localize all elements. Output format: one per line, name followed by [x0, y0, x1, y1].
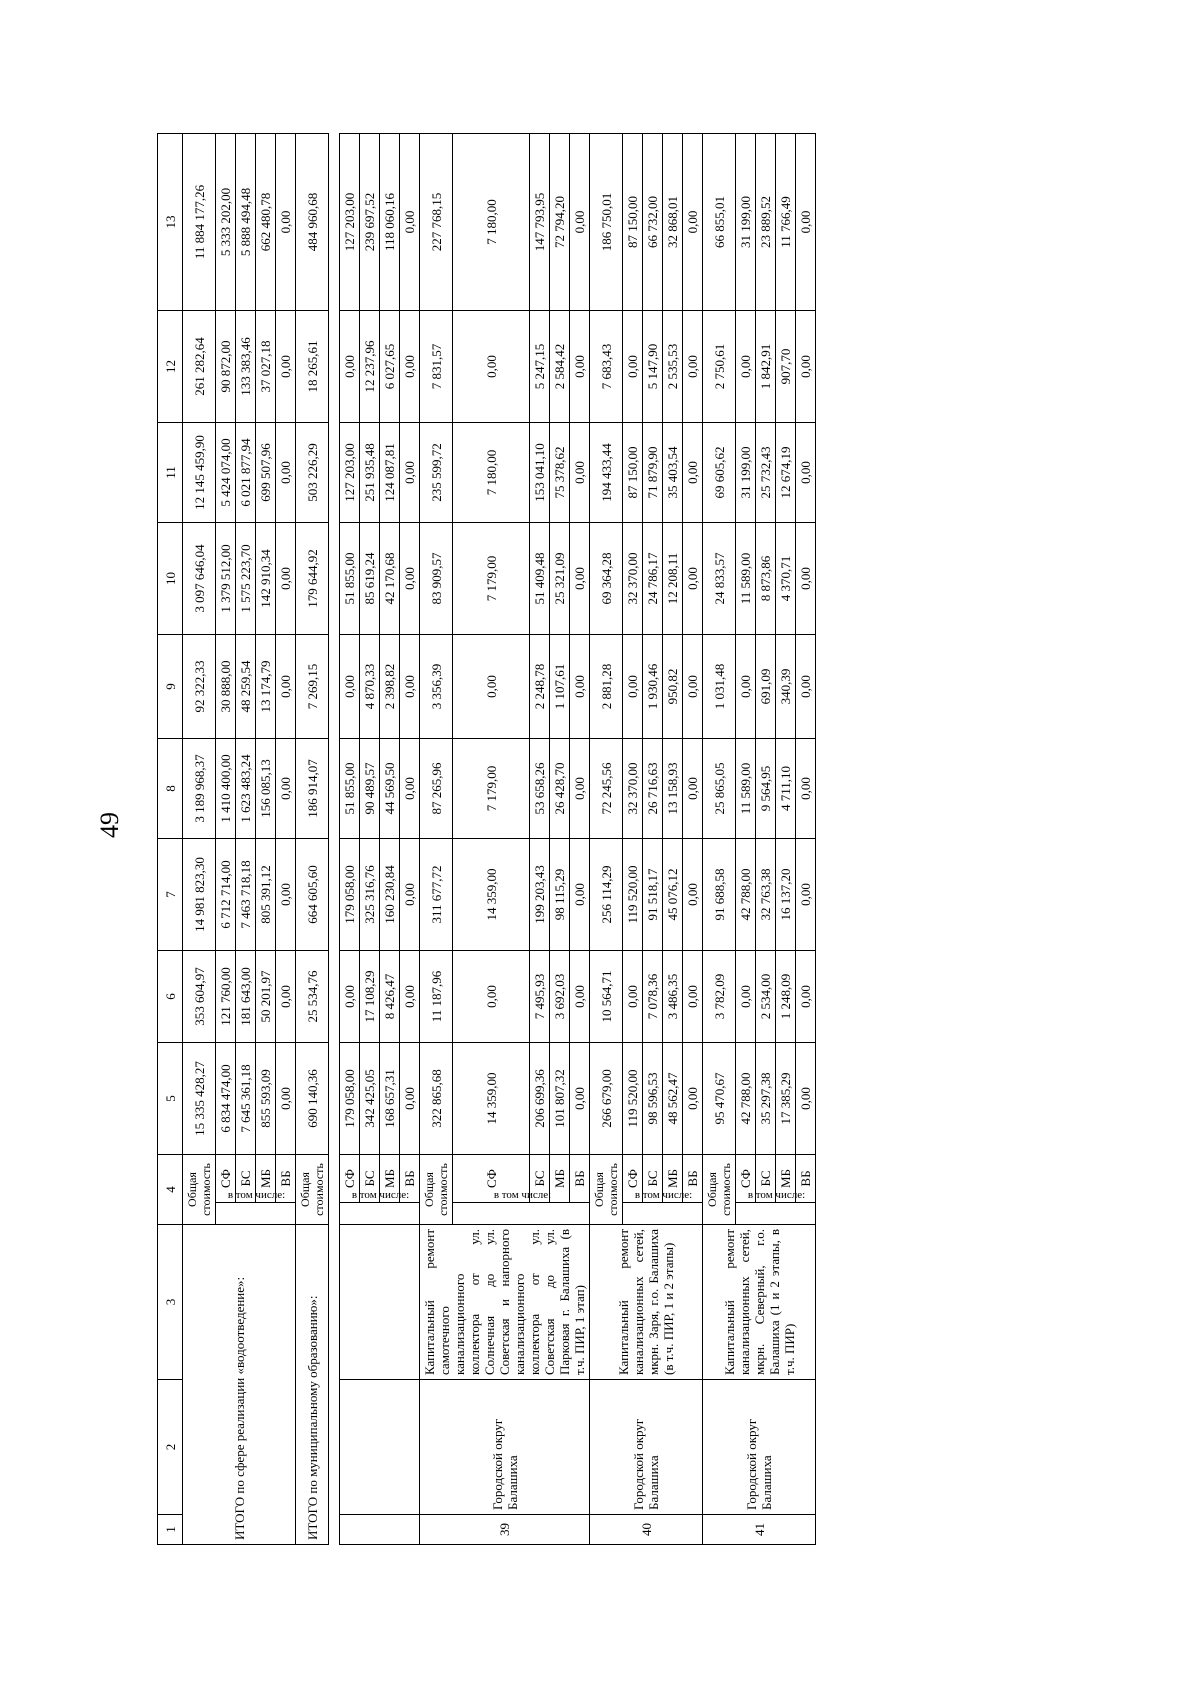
- value-cell: 24 833,57: [703, 523, 736, 635]
- value-cell: 179 644,92: [296, 523, 329, 635]
- value-cell: 35 403,54: [663, 423, 683, 523]
- value-cell: 7 180,00: [453, 423, 530, 523]
- value-cell: 35 297,38: [756, 1043, 776, 1155]
- value-cell: 14 359,00: [453, 1043, 530, 1155]
- subgroup-label: [736, 1188, 816, 1225]
- value-cell: 3 189 968,37: [183, 739, 216, 839]
- value-cell: 127 203,00: [340, 134, 360, 311]
- value-cell: 353 604,97: [183, 951, 216, 1043]
- value-cell: 32 370,00: [623, 739, 643, 839]
- value-cell: 5 424 074,00: [216, 423, 236, 523]
- value-cell: 53 658,26: [530, 739, 550, 839]
- page-number: 49: [95, 812, 124, 838]
- funding-code: МБ: [380, 1155, 400, 1203]
- value-cell: 0,00: [400, 635, 420, 739]
- value-cell: 12 208,11: [663, 523, 683, 635]
- value-cell: 0,00: [400, 951, 420, 1043]
- funding-code: СФ: [340, 1155, 360, 1203]
- value-cell: 340,39: [776, 635, 796, 739]
- value-cell: 1 031,48: [703, 635, 736, 739]
- value-cell: 0,00: [570, 739, 590, 839]
- value-cell: 0,00: [796, 423, 816, 523]
- value-cell: 2 881,28: [590, 635, 623, 739]
- value-cell: 25 732,43: [756, 423, 776, 523]
- value-cell: 51 855,00: [340, 739, 360, 839]
- value-cell: 0,00: [736, 635, 756, 739]
- subgroup-label: [623, 1188, 703, 1225]
- value-cell: 1 410 400,00: [216, 739, 236, 839]
- value-cell: 11 884 177,26: [183, 134, 216, 311]
- value-cell: 0,00: [683, 134, 703, 311]
- value-cell: 0,00: [570, 423, 590, 523]
- value-cell: 699 507,96: [256, 423, 276, 523]
- column-number: 12: [158, 311, 183, 423]
- value-cell: 206 699,36: [530, 1043, 550, 1155]
- funding-code: БС: [643, 1155, 663, 1203]
- value-cell: 32 370,00: [623, 523, 643, 635]
- subgroup-text: в том числе:: [634, 1188, 693, 1201]
- value-cell: 7 180,00: [453, 134, 530, 311]
- value-cell: 66 855,01: [703, 134, 736, 311]
- value-cell: 32 868,01: [663, 134, 683, 311]
- value-cell: 0,00: [796, 951, 816, 1043]
- municipality-name: Городской округ Балашиха: [420, 1380, 590, 1515]
- value-cell: 11 589,00: [736, 739, 756, 839]
- municipality-name: Городской округ Балашиха: [703, 1380, 816, 1515]
- subtotal-row: [296, 134, 329, 1545]
- value-cell: 90 872,00: [216, 311, 236, 423]
- value-cell: 0,00: [400, 739, 420, 839]
- value-cell: 2 750,61: [703, 311, 736, 423]
- value-cell: 42 170,68: [380, 523, 400, 635]
- value-cell: 0,00: [796, 311, 816, 423]
- total-cost-label: Общая стоимость: [296, 1155, 329, 1225]
- subgroup-label: [453, 1188, 590, 1225]
- value-cell: 1 623 483,24: [236, 739, 256, 839]
- value-cell: 322 865,68: [420, 1043, 453, 1155]
- municipality-name: Городской округ Балашиха: [590, 1380, 703, 1515]
- value-cell: 7 831,57: [420, 311, 453, 423]
- projects-table: [339, 133, 816, 1545]
- value-cell: 66 732,00: [643, 134, 663, 311]
- value-cell: 11 589,00: [736, 523, 756, 635]
- funding-code: МБ: [256, 1155, 276, 1203]
- value-cell: 0,00: [796, 1043, 816, 1155]
- value-cell: 142 910,34: [256, 523, 276, 635]
- value-cell: 13 158,93: [663, 739, 683, 839]
- value-cell: 26 428,70: [550, 739, 570, 839]
- column-number: 6: [158, 951, 183, 1043]
- value-cell: 484 960,68: [296, 134, 329, 311]
- value-cell: 51 855,00: [340, 523, 360, 635]
- value-cell: 0,00: [400, 839, 420, 951]
- value-cell: 87 150,00: [623, 423, 643, 523]
- total-cost-label: Общая стоимость: [590, 1155, 623, 1225]
- value-cell: 0,00: [796, 739, 816, 839]
- subtotal-row: [183, 134, 216, 1545]
- value-cell: 7 179,00: [453, 739, 530, 839]
- value-cell: 14 981 823,30: [183, 839, 216, 951]
- value-cell: 1 248,09: [776, 951, 796, 1043]
- value-cell: 0,00: [340, 311, 360, 423]
- value-cell: 0,00: [276, 134, 296, 311]
- funding-code: БС: [236, 1155, 256, 1203]
- rotated-table-container: [157, 133, 816, 1545]
- value-cell: 16 137,20: [776, 839, 796, 951]
- value-cell: 30 888,00: [216, 635, 236, 739]
- value-cell: 179 058,00: [340, 839, 360, 951]
- value-cell: 7 078,36: [643, 951, 663, 1043]
- funding-code: СФ: [453, 1155, 530, 1203]
- value-cell: 6 834 474,00: [216, 1043, 236, 1155]
- column-number: 3: [158, 1225, 183, 1380]
- value-cell: 3 692,03: [550, 951, 570, 1043]
- value-cell: 72 794,20: [550, 134, 570, 311]
- value-cell: 45 076,12: [663, 839, 683, 951]
- value-cell: 3 097 646,04: [183, 523, 216, 635]
- value-cell: 0,00: [400, 311, 420, 423]
- value-cell: 23 889,52: [756, 134, 776, 311]
- column-number: 11: [158, 423, 183, 523]
- value-cell: 0,00: [683, 523, 703, 635]
- value-cell: 9 564,95: [756, 739, 776, 839]
- value-cell: 691,09: [756, 635, 776, 739]
- total-cost-label: Общая стоимость: [703, 1155, 736, 1225]
- value-cell: 0,00: [683, 1043, 703, 1155]
- value-cell: 7 269,15: [296, 635, 329, 739]
- value-cell: 11 766,49: [776, 134, 796, 311]
- value-cell: 0,00: [570, 134, 590, 311]
- value-cell: 266 679,00: [590, 1043, 623, 1155]
- value-cell: 48 562,47: [663, 1043, 683, 1155]
- subtotal-label: ИТОГО по сфере реализации «водоотведение»:: [183, 1225, 296, 1545]
- value-cell: 8 426,47: [380, 951, 400, 1043]
- value-cell: 3 486,35: [663, 951, 683, 1043]
- value-cell: 2 398,82: [380, 635, 400, 739]
- value-cell: 1 107,61: [550, 635, 570, 739]
- project-row: [703, 134, 736, 1545]
- value-cell: 0,00: [276, 423, 296, 523]
- value-cell: 98 596,53: [643, 1043, 663, 1155]
- value-cell: 5 888 494,48: [236, 134, 256, 311]
- value-cell: 24 786,17: [643, 523, 663, 635]
- value-cell: 69 364,28: [590, 523, 623, 635]
- funding-code: БС: [360, 1155, 380, 1203]
- value-cell: 26 716,63: [643, 739, 663, 839]
- value-cell: 0,00: [623, 311, 643, 423]
- value-cell: 0,00: [570, 1043, 590, 1155]
- value-cell: 87 265,96: [420, 739, 453, 839]
- value-cell: 72 245,56: [590, 739, 623, 839]
- value-cell: 127 203,00: [340, 423, 360, 523]
- value-cell: 8 873,86: [756, 523, 776, 635]
- value-cell: 0,00: [736, 951, 756, 1043]
- value-cell: 325 316,76: [360, 839, 380, 951]
- value-cell: 0,00: [796, 839, 816, 951]
- subtotal-label: ИТОГО по муниципальному образованию»:: [296, 1225, 329, 1545]
- subgroup-label: [340, 1188, 420, 1225]
- subgroup-text: в том числе:: [351, 1188, 410, 1201]
- value-cell: 0,00: [683, 739, 703, 839]
- value-cell: 121 760,00: [216, 951, 236, 1043]
- funding-code: ВБ: [276, 1155, 296, 1203]
- empty-cell: [340, 1225, 420, 1380]
- funding-code: БС: [756, 1155, 776, 1203]
- value-cell: 4 870,33: [360, 635, 380, 739]
- funding-code: ВБ: [796, 1155, 816, 1203]
- value-cell: 75 378,62: [550, 423, 570, 523]
- value-cell: 6 021 877,94: [236, 423, 256, 523]
- value-cell: 0,00: [276, 839, 296, 951]
- value-cell: 91 688,58: [703, 839, 736, 951]
- project-name: Капитальный ремонт самотечного канализационного коллектора от ул. Солнечная до ул. Советская и напорного канализационного коллектора от ул. Советская до ул. Парковая г. Балашиха (в т.ч. ПИР, 1 этап): [420, 1225, 590, 1380]
- value-cell: 87 150,00: [623, 134, 643, 311]
- value-cell: 71 879,90: [643, 423, 663, 523]
- value-cell: 7 463 718,18: [236, 839, 256, 951]
- value-cell: 7 495,93: [530, 951, 550, 1043]
- value-cell: 18 265,61: [296, 311, 329, 423]
- value-cell: 261 282,64: [183, 311, 216, 423]
- value-cell: 5 147,90: [643, 311, 663, 423]
- value-cell: 11 187,96: [420, 951, 453, 1043]
- value-cell: 14 359,00: [453, 839, 530, 951]
- value-cell: 98 115,29: [550, 839, 570, 951]
- continuation-row: [340, 134, 360, 1545]
- value-cell: 0,00: [400, 423, 420, 523]
- column-number: 8: [158, 739, 183, 839]
- value-cell: 50 201,97: [256, 951, 276, 1043]
- value-cell: 0,00: [570, 839, 590, 951]
- value-cell: 0,00: [276, 1043, 296, 1155]
- value-cell: 6 712 714,00: [216, 839, 236, 951]
- value-cell: 664 605,60: [296, 839, 329, 951]
- value-cell: 147 793,95: [530, 134, 550, 311]
- value-cell: 1 930,46: [643, 635, 663, 739]
- value-cell: 1 575 223,70: [236, 523, 256, 635]
- value-cell: 17 108,29: [360, 951, 380, 1043]
- value-cell: 4 711,10: [776, 739, 796, 839]
- funding-code: МБ: [776, 1155, 796, 1203]
- project-row: [590, 134, 623, 1545]
- value-cell: 855 593,09: [256, 1043, 276, 1155]
- value-cell: 5 333 202,00: [216, 134, 236, 311]
- value-cell: 0,00: [683, 311, 703, 423]
- value-cell: 7 179,00: [453, 523, 530, 635]
- value-cell: 12 237,96: [360, 311, 380, 423]
- value-cell: 0,00: [340, 635, 360, 739]
- value-cell: 239 697,52: [360, 134, 380, 311]
- value-cell: 0,00: [796, 635, 816, 739]
- value-cell: 194 433,44: [590, 423, 623, 523]
- value-cell: 13 174,79: [256, 635, 276, 739]
- funding-code: МБ: [550, 1155, 570, 1203]
- value-cell: 95 470,67: [703, 1043, 736, 1155]
- project-name: Капитальный ремонт канализационных сетей, мкрн. Северный, г.о. Балашиха (1 и 2 этапы, в т.ч. ПИР): [703, 1225, 816, 1380]
- value-cell: 0,00: [340, 951, 360, 1043]
- value-cell: 0,00: [276, 523, 296, 635]
- funding-code: СФ: [216, 1155, 236, 1203]
- subgroup-text: в том числе:: [227, 1188, 286, 1201]
- value-cell: 156 085,13: [256, 739, 276, 839]
- value-cell: 3 356,39: [420, 635, 453, 739]
- value-cell: 662 480,78: [256, 134, 276, 311]
- value-cell: 119 520,00: [623, 1043, 643, 1155]
- value-cell: 2 584,42: [550, 311, 570, 423]
- value-cell: 25 534,76: [296, 951, 329, 1043]
- value-cell: 342 425,05: [360, 1043, 380, 1155]
- value-cell: 25 865,05: [703, 739, 736, 839]
- project-number: 41: [703, 1515, 816, 1545]
- value-cell: 48 259,54: [236, 635, 256, 739]
- value-cell: 85 619,24: [360, 523, 380, 635]
- funding-code: МБ: [663, 1155, 683, 1203]
- value-cell: 4 370,71: [776, 523, 796, 635]
- column-number: 7: [158, 839, 183, 951]
- column-number: 10: [158, 523, 183, 635]
- value-cell: 160 230,84: [380, 839, 400, 951]
- value-cell: 0,00: [453, 635, 530, 739]
- value-cell: 0,00: [276, 311, 296, 423]
- value-cell: 950,82: [663, 635, 683, 739]
- value-cell: 186 914,07: [296, 739, 329, 839]
- value-cell: 0,00: [796, 134, 816, 311]
- value-cell: 1 379 512,00: [216, 523, 236, 635]
- value-cell: 90 489,57: [360, 739, 380, 839]
- value-cell: 186 750,01: [590, 134, 623, 311]
- value-cell: 227 768,15: [420, 134, 453, 311]
- value-cell: 0,00: [570, 311, 590, 423]
- value-cell: 7 645 361,18: [236, 1043, 256, 1155]
- value-cell: 0,00: [453, 951, 530, 1043]
- value-cell: 32 763,38: [756, 839, 776, 951]
- value-cell: 42 788,00: [736, 839, 756, 951]
- funding-code: СФ: [736, 1155, 756, 1203]
- value-cell: 251 935,48: [360, 423, 380, 523]
- project-row: [420, 134, 453, 1545]
- value-cell: 0,00: [570, 523, 590, 635]
- column-number: 9: [158, 635, 183, 739]
- column-number: 5: [158, 1043, 183, 1155]
- value-cell: 118 060,16: [380, 134, 400, 311]
- subgroup-text: в том числе:: [747, 1188, 806, 1201]
- value-cell: 0,00: [683, 635, 703, 739]
- value-cell: 235 599,72: [420, 423, 453, 523]
- value-cell: 690 140,36: [296, 1043, 329, 1155]
- value-cell: 311 677,72: [420, 839, 453, 951]
- value-cell: 168 657,31: [380, 1043, 400, 1155]
- funding-code: ВБ: [570, 1155, 590, 1203]
- value-cell: 101 807,32: [550, 1043, 570, 1155]
- value-cell: 2 535,53: [663, 311, 683, 423]
- value-cell: 31 199,00: [736, 423, 756, 523]
- value-cell: 10 564,71: [590, 951, 623, 1043]
- value-cell: 51 409,48: [530, 523, 550, 635]
- value-cell: 0,00: [400, 523, 420, 635]
- value-cell: 179 058,00: [340, 1043, 360, 1155]
- value-cell: 25 321,09: [550, 523, 570, 635]
- value-cell: 15 335 428,27: [183, 1043, 216, 1155]
- value-cell: 83 909,57: [420, 523, 453, 635]
- value-cell: 3 782,09: [703, 951, 736, 1043]
- value-cell: 0,00: [683, 839, 703, 951]
- value-cell: 503 226,29: [296, 423, 329, 523]
- value-cell: 12 674,19: [776, 423, 796, 523]
- value-cell: 92 322,33: [183, 635, 216, 739]
- value-cell: 2 534,00: [756, 951, 776, 1043]
- value-cell: 6 027,65: [380, 311, 400, 423]
- value-cell: 0,00: [623, 951, 643, 1043]
- value-cell: 12 145 459,90: [183, 423, 216, 523]
- value-cell: 69 605,62: [703, 423, 736, 523]
- value-cell: 133 383,46: [236, 311, 256, 423]
- value-cell: 0,00: [276, 951, 296, 1043]
- funding-code: БС: [530, 1155, 550, 1203]
- project-number: 40: [590, 1515, 703, 1545]
- value-cell: 181 643,00: [236, 951, 256, 1043]
- value-cell: 17 385,29: [776, 1043, 796, 1155]
- total-cost-label: Общая стоимость: [420, 1155, 453, 1225]
- value-cell: 0,00: [276, 739, 296, 839]
- column-number: 13: [158, 134, 183, 311]
- column-number: 2: [158, 1380, 183, 1515]
- value-cell: 907,70: [776, 311, 796, 423]
- empty-cell: [340, 1515, 420, 1545]
- column-number: 1: [158, 1515, 183, 1545]
- value-cell: 42 788,00: [736, 1043, 756, 1155]
- value-cell: 119 520,00: [623, 839, 643, 951]
- value-cell: 31 199,00: [736, 134, 756, 311]
- value-cell: 256 114,29: [590, 839, 623, 951]
- value-cell: 0,00: [796, 523, 816, 635]
- value-cell: 124 087,81: [380, 423, 400, 523]
- subgroup-label: [216, 1188, 296, 1225]
- value-cell: 2 248,78: [530, 635, 550, 739]
- value-cell: 5 247,15: [530, 311, 550, 423]
- value-cell: 153 041,10: [530, 423, 550, 523]
- project-number: 39: [420, 1515, 590, 1545]
- value-cell: 0,00: [736, 311, 756, 423]
- value-cell: 0,00: [570, 951, 590, 1043]
- value-cell: 0,00: [683, 423, 703, 523]
- value-cell: 0,00: [570, 635, 590, 739]
- value-cell: 7 683,43: [590, 311, 623, 423]
- value-cell: 0,00: [276, 635, 296, 739]
- header-table: [157, 133, 329, 1545]
- empty-cell: [340, 1380, 420, 1515]
- column-number-row: [158, 134, 183, 1545]
- value-cell: 44 569,50: [380, 739, 400, 839]
- value-cell: 0,00: [623, 635, 643, 739]
- value-cell: 0,00: [400, 134, 420, 311]
- project-name: Капитальный ремонт канализационных сетей, мкрн. Заря, г.о. Балашиха (в т.ч. ПИР, 1 и 2 этапы): [590, 1225, 703, 1380]
- value-cell: 1 842,91: [756, 311, 776, 423]
- value-cell: 199 203,43: [530, 839, 550, 951]
- value-cell: 0,00: [453, 311, 530, 423]
- value-cell: 0,00: [683, 951, 703, 1043]
- funding-code: ВБ: [683, 1155, 703, 1203]
- value-cell: 805 391,12: [256, 839, 276, 951]
- funding-code: СФ: [623, 1155, 643, 1203]
- subgroup-text: в том числе:: [493, 1188, 551, 1201]
- value-cell: 91 518,17: [643, 839, 663, 951]
- value-cell: 37 027,18: [256, 311, 276, 423]
- funding-code: ВБ: [400, 1155, 420, 1203]
- column-number: 4: [158, 1155, 183, 1225]
- total-cost-label: Общая стоимость: [183, 1155, 216, 1225]
- value-cell: 0,00: [400, 1043, 420, 1155]
